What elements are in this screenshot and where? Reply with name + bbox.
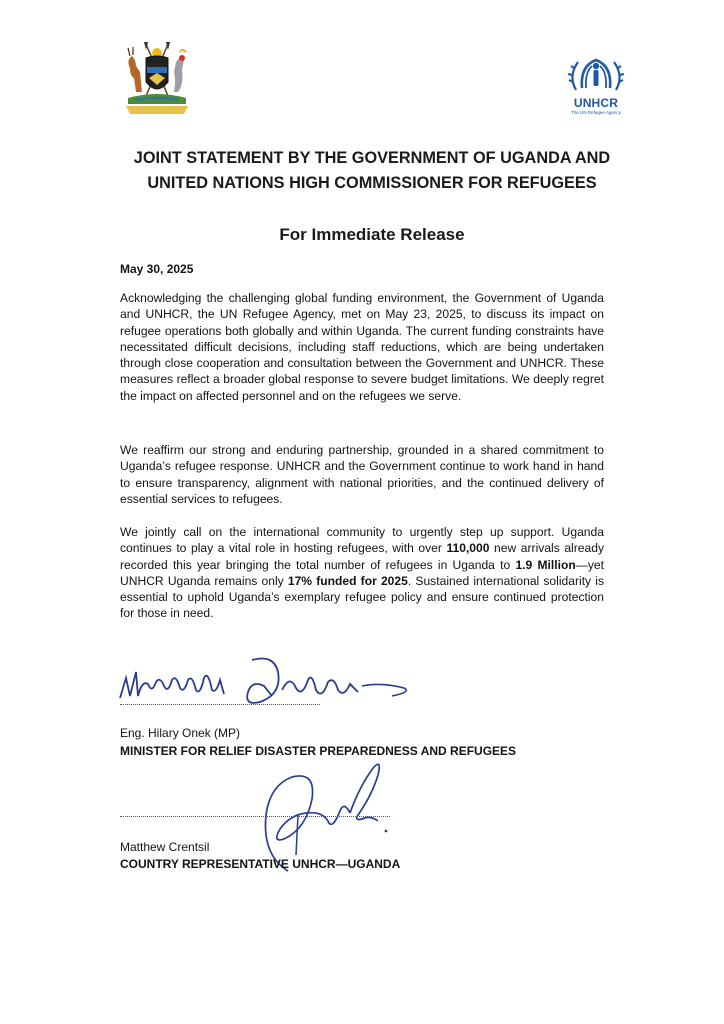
signatory-1-name: Eng. Hilary Onek (MP) xyxy=(120,726,241,740)
total-refugees-figure: 1.9 Million xyxy=(515,557,576,572)
paragraph-funding: Acknowledging the challenging global funding environment, the Government of Uganda and UNHCR, the UN Refugee Agency, met on May 23, 2025, to discuss its impact on refugee operations both globally and within Uganda. The current funding constraints have necessitated difficult decisions, including staff reductions, which are being undertaken through close cooperation and consultation between the Government and UNHCR. These measures reflect a broader global response to severe budget limitations. We deeply regret the impact on affected personnel and on the refugees we serve. xyxy=(120,291,604,403)
unhcr-logo xyxy=(564,54,628,124)
p3-text-3: —yet UNHCR Uganda remains only xyxy=(120,557,604,588)
signatory-2-name: Matthew Crentsil xyxy=(120,840,210,854)
signature-line-2 xyxy=(120,808,390,817)
p3-text-1: We jointly call on the international community to urgently step up support. Uganda continues to play a vital role in hosting refugees, with over xyxy=(120,525,604,556)
unhcr-wordmark: UNHCR xyxy=(573,96,619,110)
paragraph-partnership: We reaffirm our strong and enduring partnership, grounded in a shared commitment to Uganda’s refugee response. UNHCR and the Government continue to work hand in hand to ensure transparency, alignment with national priorities, and the continued delivery of essential services to refugees. xyxy=(120,443,604,506)
statement-date: May 30, 2025 xyxy=(120,262,194,276)
uganda-coat-of-arms-icon xyxy=(118,40,196,120)
p3-text-2: new arrivals already recorded this year bringing the total number of refugees in Uganda to xyxy=(120,541,604,572)
signatory-1-title: MINISTER FOR RELIEF DISASTER PREPAREDNESS AND REFUGEES xyxy=(120,744,517,758)
release-subtitle: For Immediate Release xyxy=(279,225,465,244)
signature-line-1 xyxy=(120,696,320,705)
signatory-2-title: COUNTRY REPRESENTATIVE UNHCR—UGANDA xyxy=(120,857,401,871)
funding-level-figure: 17% funded for 2025 xyxy=(287,573,408,588)
unhcr-tagline: The UN Refugee Agency xyxy=(571,110,621,115)
statement-title: JOINT STATEMENT BY THE GOVERNMENT OF UGANDA AND UNITED NATIONS HIGH COMMISSIONER FOR REFUGEES xyxy=(133,149,611,192)
new-arrivals-figure: 110,000 xyxy=(446,541,490,556)
paragraph-call-to-action xyxy=(120,524,604,622)
p3-text-4: . Sustained international solidarity is essential to uphold Uganda’s exemplary refugee policy and ensure continued protection for those in need. xyxy=(120,573,604,621)
unhcr-emblem-icon xyxy=(564,54,628,96)
